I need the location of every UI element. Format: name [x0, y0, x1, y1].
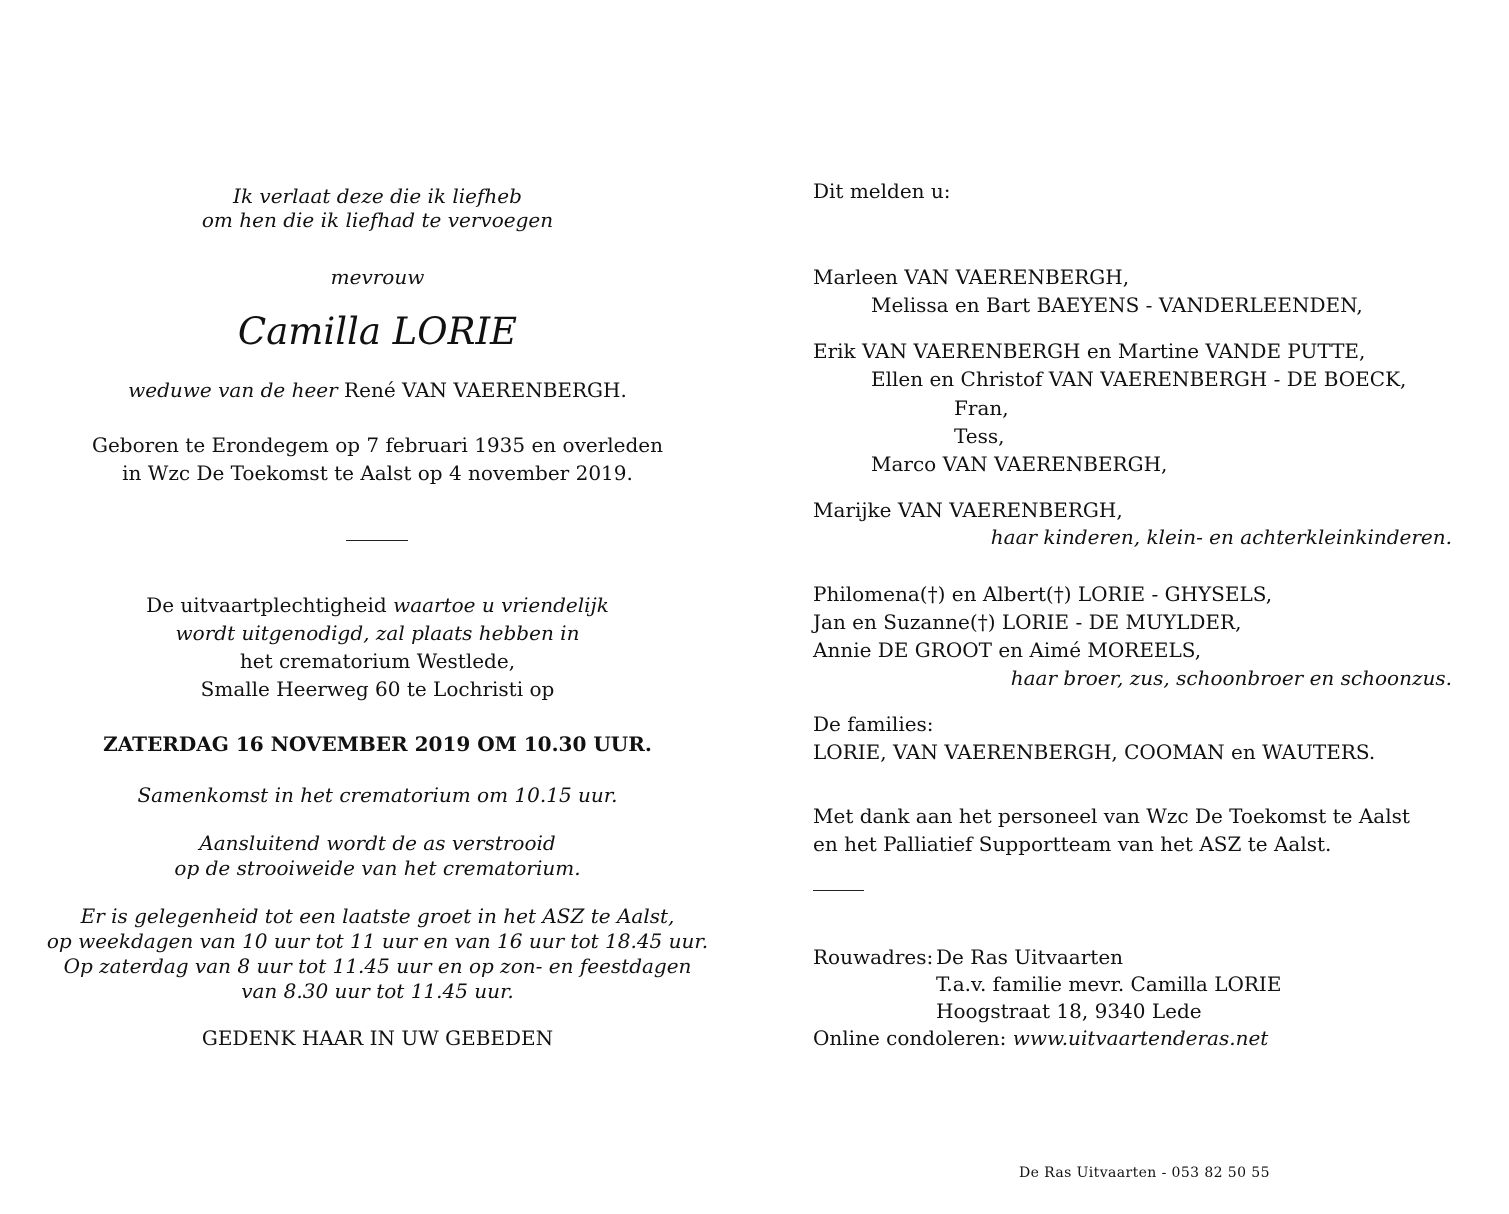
family-line-tess: Tess, [954, 424, 1005, 448]
visiting-line-1: Er is gelegenheid tot een laatste groet in het ASZ te Aalst, [80, 904, 675, 928]
ceremony-line-1b: waartoe u vriendelijk [393, 593, 609, 617]
scatter-line-2: op de strooiweide van het crematorium. [174, 856, 581, 880]
birth-line-2: in Wzc De Toekomst te Aalst op 4 november 2019. [122, 461, 633, 485]
poem-line-2: om hen die ik liefhad te vervoegen [201, 208, 554, 232]
title-prefix: mevrouw [330, 265, 425, 289]
online-label: Online condoleren: [813, 1026, 1007, 1050]
family-line-marco: Marco VAN VAERENBERGH, [871, 452, 1168, 476]
scatter-line-1: Aansluitend wordt de as verstrooid [199, 831, 556, 855]
ceremony-line-4: Smalle Heerweg 60 te Lochristi op [200, 677, 555, 701]
family-line-erik: Erik VAN VAERENBERGH en Martine VANDE PUTTE, [813, 339, 1366, 363]
sibling-line-2: Jan en Suzanne(†) LORIE - DE MUYLDER, [813, 610, 1242, 634]
ceremony-date: ZATERDAG 16 NOVEMBER 2019 OM 10.30 UUR. [103, 732, 652, 756]
address-label: Rouwadres: [813, 945, 934, 969]
family-line-melissa: Melissa en Bart BAEYENS - VANDERLEENDEN, [871, 293, 1363, 317]
gathering-line: Samenkomst in het crematorium om 10.15 uur. [137, 783, 618, 807]
address-line-3: Hoogstraat 18, 9340 Lede [936, 999, 1202, 1023]
birth-line-1: Geboren te Erondegem op 7 februari 1935 en overleden [91, 433, 664, 457]
visiting-line-3: Op zaterdag van 8 uur tot 11.45 uur en op zon- en feestdagen [63, 954, 692, 978]
address-line-1: De Ras Uitvaarten [936, 945, 1124, 969]
divider [346, 540, 408, 541]
family-line-marleen: Marleen VAN VAERENBERGH, [813, 265, 1130, 289]
ceremony-line-1 [0, 593, 755, 617]
deceased-name: Camilla LORIE [237, 310, 518, 353]
family-line-ellen: Ellen en Christof VAN VAERENBERGH - DE BOECK, [871, 367, 1407, 391]
visiting-line-4: van 8.30 uur tot 11.45 uur. [241, 979, 514, 1003]
online-url[interactable]: www.uitvaartenderas.net [1012, 1026, 1269, 1050]
visiting-line-2: op weekdagen van 10 uur tot 11 uur en van 16 uur tot 18.45 uur. [46, 929, 709, 953]
divider-right [813, 890, 864, 891]
siblings-caption: haar broer, zus, schoonbroer en schoonzus. [1010, 666, 1452, 690]
widow-prefix: weduwe van de heer [128, 378, 338, 402]
children-caption: haar kinderen, klein- en achterkleinkinderen. [990, 525, 1452, 549]
widow-line [0, 378, 755, 402]
intro-line: Dit melden u: [813, 179, 951, 203]
ceremony-line-2: wordt uitgenodigd, zal plaats hebben in [175, 621, 580, 645]
ceremony-line-3: het crematorium Westlede, [239, 649, 516, 673]
closing-line: GEDENK HAAR IN UW GEBEDEN [201, 1026, 554, 1050]
sibling-line-1: Philomena(†) en Albert(†) LORIE - GHYSELS, [813, 582, 1273, 606]
family-line-fran: Fran, [954, 396, 1009, 420]
families-label: De families: [813, 712, 934, 736]
widow-name: René VAN VAERENBERGH. [344, 378, 627, 402]
address-line-2: T.a.v. familie mevr. Camilla LORIE [936, 972, 1282, 996]
family-line-marijke: Marijke VAN VAERENBERGH, [813, 498, 1123, 522]
sibling-line-3: Annie DE GROOT en Aimé MOREELS, [813, 638, 1202, 662]
poem-line-1: Ik verlaat deze die ik liefheb [233, 184, 522, 208]
thanks-line-1: Met dank aan het personeel van Wzc De Toekomst te Aalst [813, 804, 1410, 828]
ceremony-line-1a: De uitvaartplechtigheid [146, 593, 387, 617]
families-names: LORIE, VAN VAERENBERGH, COOMAN en WAUTERS. [813, 740, 1376, 764]
online-condolence-line [813, 1026, 1268, 1050]
footer: De Ras Uitvaarten - 053 82 50 55 [1019, 1165, 1270, 1181]
thanks-line-2: en het Palliatief Supportteam van het ASZ te Aalst. [813, 832, 1332, 856]
